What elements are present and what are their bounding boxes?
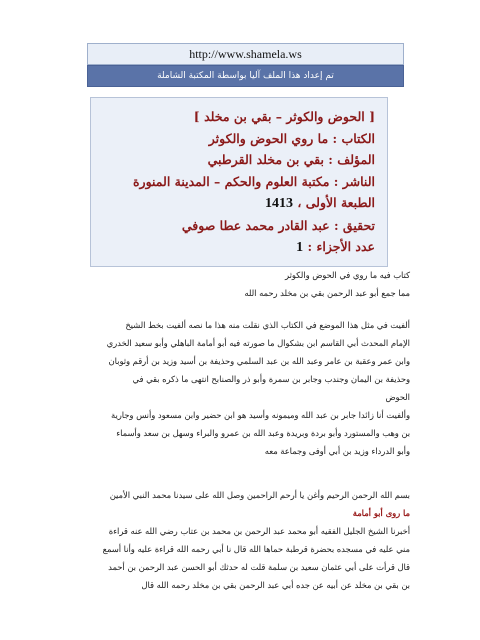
narration-line: قال قرأت على أبي عثمان سعيد بن سلمة قلت له حدثك أبو الحسن عبد الرحمن بن أحمد: [108, 562, 410, 572]
parts-line: [101, 236, 375, 259]
narration-line: مني عليه في مسجده بحضرة قرطبة حماها الله قال نا أبي رحمه الله قراءة عليه وأنا أسمع: [102, 544, 410, 554]
edition-label: الطبعة الأولى ،: [297, 195, 375, 210]
edition-line: [101, 192, 375, 215]
generation-banner: تم إعداد هذا الملف آليا بواسطة المكتبة الشاملة: [87, 65, 404, 87]
main-line: وأبو الدرداء وزيد بن أبي أوفى وجماعة معه: [264, 446, 410, 456]
basmala-line: بسم الله الرحمن الرحيم وأغن يا أرحم الراحمين وصل الله على سيدنا محمد النبي الأمين: [109, 490, 410, 500]
parts-label: عدد الأجزاء :: [307, 239, 375, 254]
author-line: المؤلف : بقي بن مخلد القرطبي: [207, 152, 375, 167]
narration-line: بن بقي بن مخلد عن أبيه عن جده أبي عبد الرحمن بقي بن مخلد رحمه الله قال: [141, 580, 410, 590]
narration-line: أخبرنا الشيخ الجليل الفقيه أبو محمد عبد الرحمن بن محمد بن عتاب رضي الله عنه قراءة: [108, 526, 410, 536]
chapter-heading: ما روى أبو أمامة: [352, 508, 410, 518]
edition-year: 1413: [264, 196, 293, 211]
source-url[interactable]: http://www.shamela.ws: [87, 43, 404, 65]
main-line: وحذيفة بن اليمان وجندب وجابر بن سمرة وأبو ذر والصنابح انتهى ما ذكره بقي في: [132, 374, 410, 384]
publisher-line: الناشر : مكتبة العلوم والحكم – المدينة المنورة: [132, 173, 375, 189]
book-title: [ الحوض والكوثر – بقي بن مخلد ]: [193, 109, 375, 124]
main-line: وابن عمر وعقبة بن عامر وعبد الله بن عبد السلمي وحذيفة بن أسيد وزيد بن أرقم وثوبان: [108, 356, 410, 366]
parts-count: 1: [296, 240, 304, 255]
main-line: وألفيت أنا زائدا جابر بن عبد الله وميمونه وأسيد هو ابن حضير وابن مسعود وأنس وجارية: [111, 410, 410, 420]
intro-line: مما جمع أبو عبد الرحمن بقي بن مخلد رحمه الله: [244, 288, 410, 298]
main-line: الحوض: [385, 392, 410, 402]
book-name-line: الكتاب : ما روي الحوض والكوثر: [208, 130, 375, 146]
editor-line: تحقيق : عبد القادر محمد عطا صوفي: [181, 217, 375, 233]
basmala-paragraph: [78, 486, 410, 594]
main-line: ألفيت في مثل هذا الموضع في الكتاب الذي نقلت منه هذا ما نصه ألفيت بخط الشيخ: [125, 320, 410, 330]
main-paragraph: [78, 316, 410, 460]
intro-line: كتاب فيه ما روي في الحوض والكوثر: [285, 270, 410, 280]
book-info-box: [90, 97, 388, 267]
intro-paragraph: [78, 266, 410, 302]
main-line: بن وهب والمستورد وأبو بردة وبريدة وعبد الله بن عمرو والبراء وسهل بن سعد وأسماء: [116, 428, 410, 438]
main-line: الإمام المحدث أبي القاسم ابن بشكوال ما صورته فيه أبو أمامة الباهلي وأبو سعيد الخدري: [106, 338, 410, 348]
